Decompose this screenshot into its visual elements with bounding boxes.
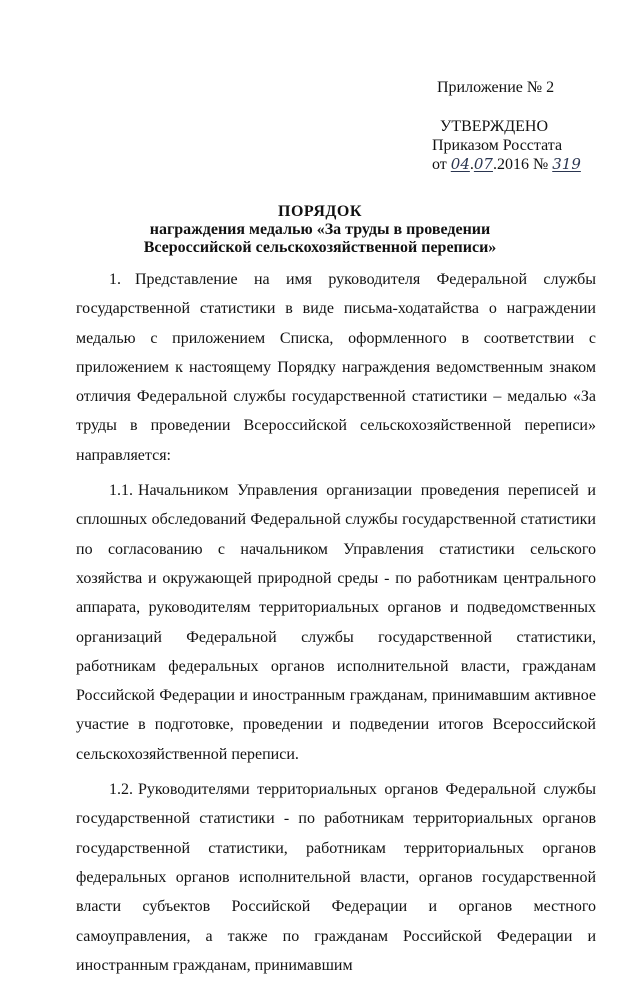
date-year: .2016 №	[492, 156, 549, 173]
order-number-handwritten: 319	[552, 155, 581, 173]
paragraph-1-text: Представление на имя руководителя Федеральной службы государственной статистики в виде письма-ходатайства о награждении медалью с приложением Списка, оформленного в соответствии с приложением к настоящему Порядку награждения ведомственным знаком отличия Федеральной службы государственной статистики – медалью «За труды в проведении Всероссийской сельскохозяйственной переписи» направляется:	[76, 271, 596, 464]
paragraph-1-2-number: 1.2.	[109, 781, 133, 799]
title-line-2: награждения медалью «За труды в проведении	[149, 221, 491, 238]
paragraph-1-1-text: Начальником Управления организации проведения переписей и сплошных обследований Федеральной службы государственной статистики по согласованию с начальником Управления статистики сельского хозяйства и окружающей природной среды - по работникам центрального аппарата, руководителям территориальных органов и подведомственных организаций Федеральной службы государственной статистики, работникам федеральных органов исполнительной власти, гражданам Российской Федерации и иностранным гражданам, принимавшим активное участие в подготовке, проведении и подведении итогов Всероссийской сельскохозяйственной переписи.	[76, 482, 596, 763]
paragraph-1-1-number: 1.1.	[109, 482, 133, 500]
paragraph-1-2-text: Руководителями территориальных органов Федеральной службы государственной статистики - по работникам территориальных органов государственной статистики, работникам территориальных органов федеральных органов исполнительной власти, органов государственной власти субъектов Российской Федерации и органов местного самоуправления, а также по гражданам Российской Федерации и иностранным гражданам, принимавшим	[76, 781, 596, 974]
approved-label: УТВЕРЖДЕНО	[440, 118, 549, 135]
document-body	[76, 265, 596, 982]
date-month-handwritten: 07	[473, 155, 493, 173]
paragraph-1	[76, 265, 596, 470]
document-title	[0, 203, 640, 257]
paragraph-1-2	[76, 775, 596, 980]
title-line-1: ПОРЯДОК	[278, 203, 362, 220]
order-date-line	[432, 155, 581, 174]
paragraph-1-1	[76, 476, 596, 769]
title-line-3: Всероссийской сельскохозяйственной переписи»	[143, 239, 497, 256]
paragraph-1-number: 1.	[109, 271, 121, 288]
appendix-label: Приложение № 2	[437, 79, 555, 96]
order-label: Приказом Росстата	[432, 137, 563, 154]
date-prefix: от	[432, 156, 447, 173]
date-day-handwritten: 04	[450, 155, 470, 173]
date-separator: .	[469, 156, 474, 173]
approval-block	[432, 117, 581, 174]
